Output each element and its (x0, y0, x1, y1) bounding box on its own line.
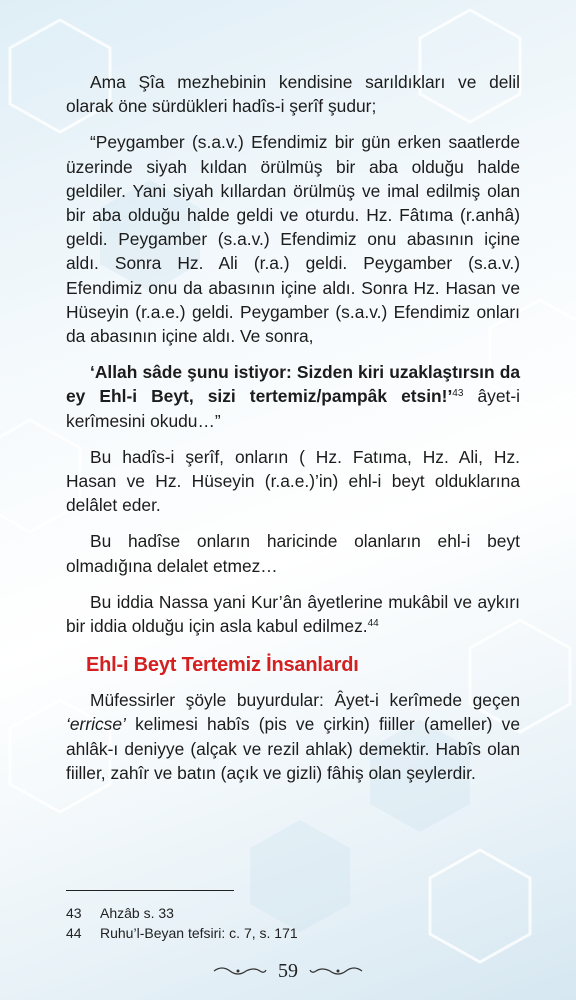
footnote-text: Ruhu’l-Beyan tefsiri: c. 7, s. 171 (100, 925, 298, 941)
paragraph-claim (66, 590, 520, 638)
footnote-item (66, 923, 506, 943)
section-heading: Ehl-i Beyt Tertemiz İnsanlardı (86, 654, 359, 677)
footnote-number: 43 (66, 905, 82, 921)
footnote-ref-44: 44 (367, 618, 379, 630)
page-content (66, 70, 520, 797)
claim-text: Bu iddia Nassa yani Kur’ân âyetlerine mukâbil ve aykırı bir iddia olduğu için asla kabul edilmez. (66, 591, 520, 637)
right-ornament-icon (308, 964, 364, 978)
quote-paragraph (66, 360, 520, 433)
quote-rest: âyet-i kerîmesini okudu…” (66, 386, 521, 431)
paragraph-intro: Ama Şîa mezhebinin kendisine sarıldıkları ve delil olarak öne sürdükleri hadîs-i şerîf şudur; (66, 72, 520, 117)
commentary-after: kelimesi habîs (pis ve çirkin) fiiller (ameller) ve ahlâk-ı deniyye (alçak ve rezil ahlak) demektir. Habîs olan fiiller, zahîr ve batın (açık ve gizli) fâhiş olan şeylerdir. (66, 714, 520, 783)
paragraph-exclusion: Bu hadîse onların haricinde olanların ehl-i beyt olmadığına delalet etmez… (66, 531, 520, 576)
quote-bold: ‘Allah sâde şunu istiyor: Sizden kiri uzaklaştırsın da ey Ehl-i Beyt, sizi tertemiz/pampâk etsin!’ (66, 362, 520, 407)
commentary-before: Müfessirler şöyle buyurdular: Âyet-i kerîmede geçen (90, 690, 520, 711)
paragraph-commentary (66, 688, 520, 785)
footnote-divider (66, 890, 234, 891)
paragraph-hadith: “Peygamber (s.a.v.) Efendimiz bir gün erken saatlerde üzerinde siyah kıldan örülmüş bir aba olduğu halde geldiler. Yani siyah kıllardan örülmüş ve imal edilmiş olan bir aba olduğu halde geldi ve oturdu. Hz. Fâtıma (r.anhâ) geldi. Peygamber (s.a.v.) Efendimiz onu abasının içine aldı. Sonra Hz. Ali (r.a.) geldi. Peygamber (s.a.v.) Efendimiz onu da abasının içine aldı. Sonra Hz. Hasan ve Hüseyin (r.a.e.) geldi. Peygamber (s.a.v.) Efendimiz onları da abasının içine aldı. Ve sonra, (66, 132, 520, 347)
footnote-number: 44 (66, 925, 82, 941)
paragraph-evidence: Bu hadîs-i şerîf, onların ( Hz. Fatıma, Hz. Ali, Hz. Hasan ve Hz. Hüseyin (r.a.e.)’in) ehl-i beyt olduklarına delâlet eder. (66, 446, 520, 516)
page-number: 59 (278, 959, 298, 982)
footnotes (66, 903, 506, 943)
commentary-italic: ‘erricse’ (66, 714, 126, 735)
footnote-item (66, 903, 506, 923)
left-ornament-icon (212, 964, 268, 978)
footnote-ref-43: 43 (452, 388, 464, 400)
footnote-text: Ahzâb s. 33 (100, 905, 174, 921)
page-footer (0, 958, 576, 984)
